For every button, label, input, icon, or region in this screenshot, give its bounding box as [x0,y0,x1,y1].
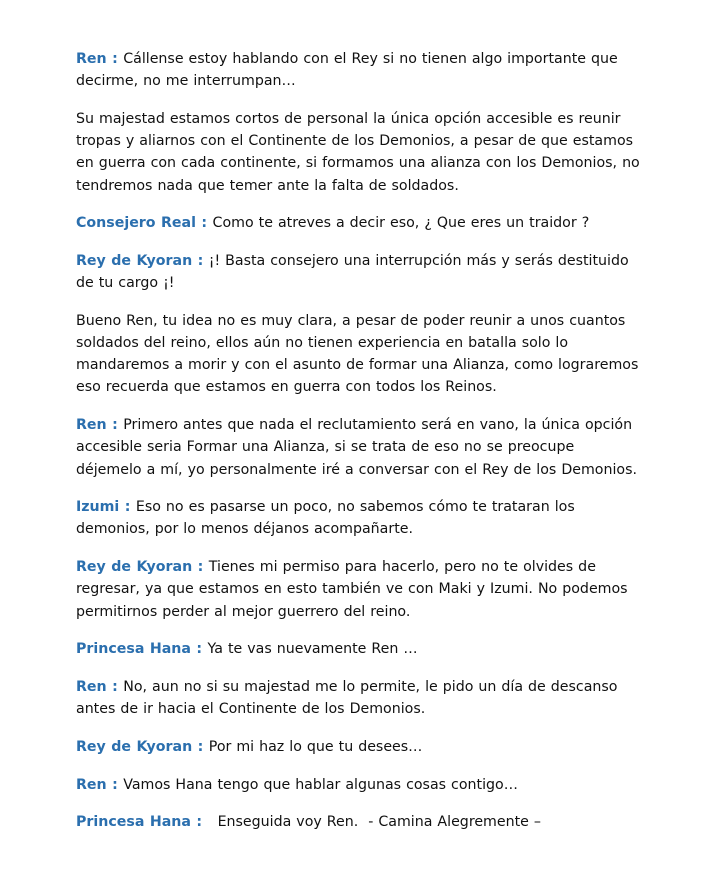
speaker-separator: : [195,215,213,232]
dialogue-text-body: Tienes mi permiso para hacerlo, pero no te olvides de regresar, ya que estamos en esto también ve con Maki y Izumi. No podemos permitirnos perder al mejor guerrero del reino. [76,559,628,620]
speaker-name: Princesa Hana [76,641,191,658]
dialogue-text-body: Vamos Hana tengo que hablar algunas cosas contigo… [123,776,518,793]
speaker-name: Ren [76,417,107,434]
dialogue-text-body: ¡! Basta consejero una interrupción más y serás destituido de tu cargo ¡! [76,252,629,292]
dialogue-text-body: Cállense estoy hablando con el Rey si no tienen algo importante que decirme, no me interrumpan… [76,51,618,90]
dialogue-line [76,811,642,833]
dialogue-text [76,48,642,849]
dialogue-line [76,556,642,623]
speaker-name: Rey de Kyoran [76,559,193,576]
speaker-separator: : [192,559,209,576]
narration-paragraph [76,108,642,197]
dialogue-text-body: Enseguida voy Ren. - Camina Alegremente – [207,814,541,831]
dialogue-text-body: Primero antes que nada el reclutamiento será en vano, la única opción accesible seria Formar una Alianza, si se trata de eso no se preocupe déjemelo a mí, yo personalmente iré a conversar con el Rey de los Demonios. [76,417,637,478]
speaker-separator: : [106,776,124,793]
dialogue-line [76,212,642,234]
dialogue-text-body: Como te atreves a decir eso, ¿ Que eres un traidor ? [212,215,590,232]
speaker-separator: : [106,678,124,695]
speaker-separator: : [192,738,209,755]
speaker-separator: : [119,499,136,516]
dialogue-text-body: Eso no es pasarse un poco, no sabemos cómo te trataran los demonios, por lo menos déjanos acompañarte. [76,499,575,538]
dialogue-line [76,638,642,660]
narration-paragraph [76,310,642,399]
speaker-name: Princesa Hana [76,814,191,831]
dialogue-line [76,676,642,720]
speaker-name: Ren [76,678,107,695]
speaker-separator: : [106,417,124,434]
dialogue-text-body: No, aun no si su majestad me lo permite, le pido un día de descanso antes de ir hacia el Continente de los Demonios. [76,678,618,718]
speaker-separator: : [192,252,209,269]
dialogue-line [76,496,642,540]
dialogue-line [76,414,642,481]
speaker-name: Consejero Real [76,215,196,232]
dialogue-line [76,250,642,294]
speaker-name: Ren [76,51,107,67]
dialogue-text-body: Bueno Ren, tu idea no es muy clara, a pesar de poder reunir a unos cuantos soldados del reino, ellos aún no tienen experiencia en batalla solo lo mandaremos a morir y con el asunto de formar una Alianza, como lograremos eso recuerda que estamos en guerra con todos los Reinos. [76,312,639,396]
speaker-name: Ren [76,776,107,793]
dialogue-text-body: Por mi haz lo que tu desees… [208,738,423,755]
speaker-separator: : [106,51,124,67]
speaker-separator: : [190,814,208,831]
speaker-name: Rey de Kyoran [76,252,193,269]
dialogue-line [76,774,642,796]
dialogue-line [76,48,642,92]
speaker-name: Rey de Kyoran [76,738,193,755]
dialogue-text-body: Ya te vas nuevamente Ren … [207,641,418,658]
dialogue-line [76,736,642,758]
dialogue-text-body: Su majestad estamos cortos de personal la única opción accesible es reunir tropas y aliarnos con el Continente de los Demonios, a pesar de que estamos en guerra con cada continente, si formamos una alianza con los Demonios, no tendremos nada que temer ante la falta de soldados. [76,110,640,194]
speaker-name: Izumi [76,499,120,516]
speaker-separator: : [190,641,208,658]
